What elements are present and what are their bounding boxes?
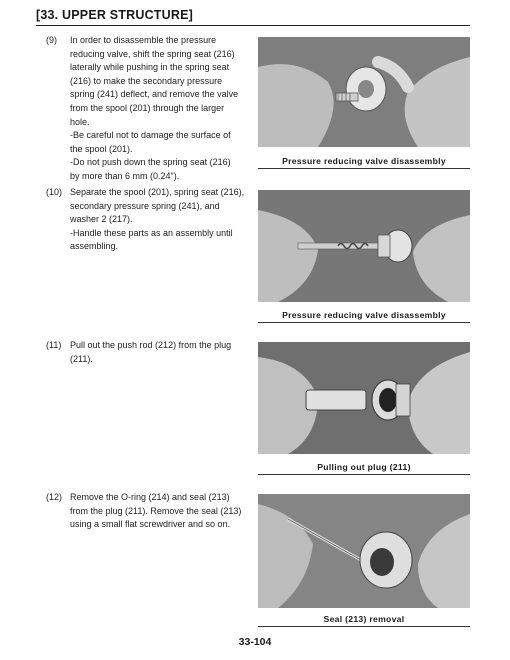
step-line: (211). [70,353,93,364]
step-line: Pull out the push rod (212) from the plug [70,340,232,350]
step-number: (11) [46,340,62,350]
caption-rule [258,626,470,627]
header-rule [36,25,470,26]
step-number: (10) [46,187,63,197]
step-line: washer 2 (217). [70,214,133,225]
photo-caption: Pulling out plug (211) [317,462,411,472]
caption-rule [258,168,470,169]
section-header: [33. UPPER STRUCTURE] [36,8,193,22]
step-line: secondary pressure spring (241), and [70,200,220,211]
photo-pressure-valve-1 [258,37,470,147]
step-line: -Handle these parts as an assembly until [70,227,233,238]
step-text [70,339,246,366]
step-line: (216) to make the secondary pressure [70,75,223,86]
step-line: using a small flat screwdriver and so on. [70,519,231,530]
step-text [70,491,246,532]
step-9 [46,34,246,184]
step-11 [46,339,246,366]
step-line: laterally while pushing in the spring seat [70,62,230,73]
step-line: the spool (201). [70,143,133,154]
caption-rule [258,322,470,323]
step-number: (12) [46,492,63,502]
step-line: reducing valve, shift the spring seat (216) [70,48,235,59]
step-text [70,186,246,254]
step-number: (9) [46,35,57,45]
step-line: Separate the spool (201), spring seat (216), [70,187,245,197]
step-line: from the spool (201) through the larger [70,102,225,113]
step-line: assembling. [70,241,119,252]
caption-rule [258,474,470,475]
photo-caption: Seal (213) removal [323,614,405,624]
step-10 [46,186,246,254]
photo-seal-removal [258,494,470,608]
step-line: -Be careful not to damage the surface of [70,130,231,141]
step-line: Remove the O-ring (214) and seal (213) [70,492,230,502]
step-line: from the plug (211). Remove the seal (213) [70,505,242,516]
photo-pressure-valve-2 [258,190,470,302]
step-line: spring (241) deflect, and remove the valve [70,89,239,100]
step-line: In order to disassemble the pressure [70,35,217,45]
step-line: -Do not push down the spring seat (216) [70,157,231,168]
step-12 [46,491,246,532]
page-number: 33-104 [238,636,272,648]
photo-pulling-plug [258,342,470,454]
photo-caption: Pressure reducing valve disassembly [282,156,446,166]
photo-caption: Pressure reducing valve disassembly [282,310,446,320]
step-line: by more than 6 mm (0.24"). [70,170,180,181]
step-line: hole. [70,116,90,127]
step-text [70,34,246,184]
